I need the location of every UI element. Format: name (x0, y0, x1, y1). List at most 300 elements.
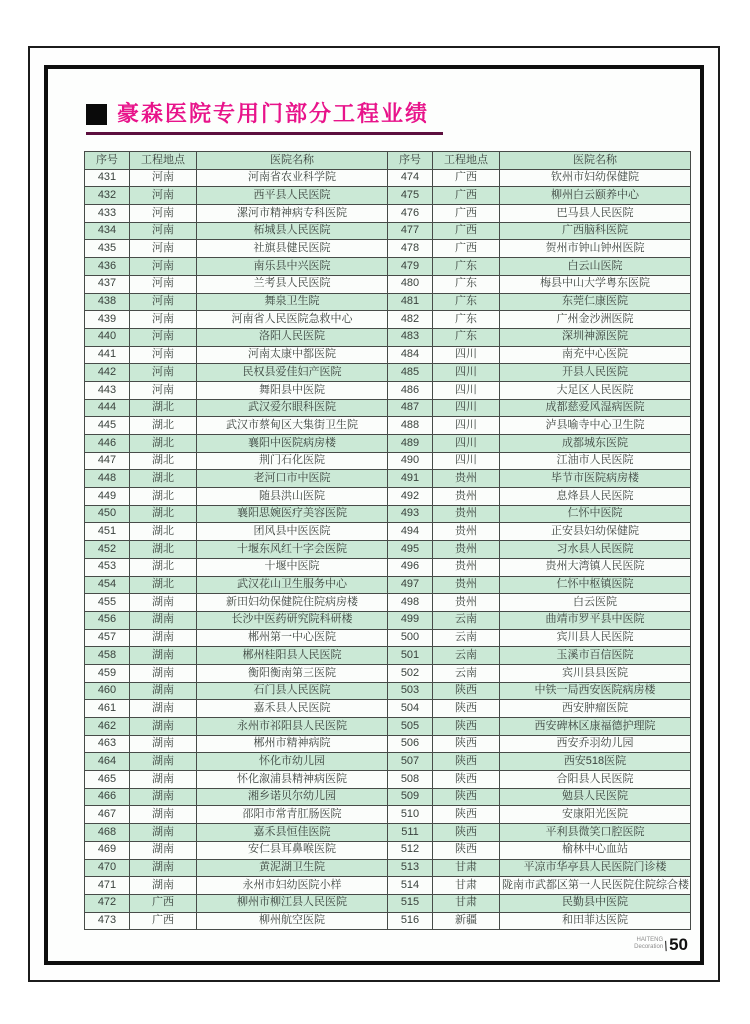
location-cell: 广西 (130, 912, 197, 930)
serial-cell: 490 (388, 452, 433, 470)
hospital-name-cell: 洛阳人民医院 (197, 328, 388, 346)
location-cell: 河南 (130, 381, 197, 399)
serial-cell: 433 (85, 205, 130, 223)
serial-cell: 479 (388, 258, 433, 276)
column-header: 医院名称 (197, 152, 388, 170)
hospital-name-cell: 郴州第一中心医院 (197, 629, 388, 647)
hospital-name-cell: 勉县人民医院 (500, 788, 691, 806)
serial-cell: 513 (388, 859, 433, 877)
hospital-name-cell: 毕节市医院病房楼 (500, 470, 691, 488)
location-cell: 湖南 (130, 718, 197, 736)
serial-cell: 498 (388, 594, 433, 612)
table-row (85, 452, 691, 470)
serial-cell: 496 (388, 558, 433, 576)
hospital-name-cell: 荆门石化医院 (197, 452, 388, 470)
table-row (85, 293, 691, 311)
footer-brand-line1: HAITENG (636, 936, 664, 943)
serial-cell: 473 (85, 912, 130, 930)
location-cell: 甘肃 (433, 894, 500, 912)
location-cell: 湖南 (130, 682, 197, 700)
hospital-name-cell: 舞泉卫生院 (197, 293, 388, 311)
hospital-name-cell: 柳州航空医院 (197, 912, 388, 930)
hospital-name-cell: 榆林中心血站 (500, 841, 691, 859)
hospital-name-cell: 仁怀中枢镇医院 (500, 576, 691, 594)
hospital-name-cell: 民权县爱佳妇产医院 (197, 364, 388, 382)
serial-cell: 451 (85, 523, 130, 541)
serial-cell: 503 (388, 682, 433, 700)
hospital-name-cell: 漯河市精神病专科医院 (197, 205, 388, 223)
location-cell: 贵州 (433, 488, 500, 506)
hospital-name-cell: 南乐县中兴医院 (197, 258, 388, 276)
table-row (85, 381, 691, 399)
location-cell: 湖南 (130, 611, 197, 629)
hospital-name-cell: 武汉爱尔眼科医院 (197, 399, 388, 417)
location-cell: 湖北 (130, 417, 197, 435)
hospital-name-cell: 贵州大湾镇人民医院 (500, 558, 691, 576)
location-cell: 广西 (433, 169, 500, 187)
serial-cell: 476 (388, 205, 433, 223)
location-cell: 河南 (130, 222, 197, 240)
location-cell: 湖南 (130, 700, 197, 718)
location-cell: 湖南 (130, 647, 197, 665)
location-cell: 广西 (433, 222, 500, 240)
hospital-name-cell: 西平县人民医院 (197, 187, 388, 205)
serial-cell: 444 (85, 399, 130, 417)
hospital-name-cell: 随县洪山医院 (197, 488, 388, 506)
hospital-name-cell: 安仁县耳鼻喉医院 (197, 841, 388, 859)
serial-cell: 443 (85, 381, 130, 399)
page-footer (634, 936, 688, 953)
location-cell: 陕西 (433, 771, 500, 789)
serial-cell: 435 (85, 240, 130, 258)
page-title: 豪森医院专用门部分工程业绩 (117, 101, 430, 126)
page-outer-border (28, 46, 720, 982)
serial-cell: 475 (388, 187, 433, 205)
serial-cell: 437 (85, 275, 130, 293)
hospital-name-cell: 新田妇幼保健院住院病房楼 (197, 594, 388, 612)
location-cell: 河南 (130, 328, 197, 346)
serial-cell: 461 (85, 700, 130, 718)
serial-cell: 485 (388, 364, 433, 382)
serial-cell: 446 (85, 435, 130, 453)
serial-cell: 464 (85, 753, 130, 771)
serial-cell: 439 (85, 311, 130, 329)
table-row (85, 505, 691, 523)
location-cell: 湖南 (130, 664, 197, 682)
location-cell: 湖南 (130, 771, 197, 789)
hospital-name-cell: 白云山医院 (500, 258, 691, 276)
location-cell: 云南 (433, 629, 500, 647)
location-cell: 河南 (130, 293, 197, 311)
location-cell: 湖南 (130, 806, 197, 824)
serial-cell: 469 (85, 841, 130, 859)
hospital-name-cell: 永州市妇幼医院小样 (197, 877, 388, 895)
location-cell: 陕西 (433, 841, 500, 859)
location-cell: 湖北 (130, 523, 197, 541)
hospital-name-cell: 成都城东医院 (500, 435, 691, 453)
location-cell: 河南 (130, 311, 197, 329)
table-row (85, 682, 691, 700)
hospital-name-cell: 开县人民医院 (500, 364, 691, 382)
hospital-name-cell: 东莞仁康医院 (500, 293, 691, 311)
table-row (85, 841, 691, 859)
column-header: 工程地点 (433, 152, 500, 170)
location-cell: 湖南 (130, 859, 197, 877)
location-cell: 湖南 (130, 824, 197, 842)
serial-cell: 449 (85, 488, 130, 506)
location-cell: 四川 (433, 364, 500, 382)
hospital-name-cell: 安康阳光医院 (500, 806, 691, 824)
serial-cell: 442 (85, 364, 130, 382)
hospital-name-cell: 嘉禾县人民医院 (197, 700, 388, 718)
hospital-name-cell: 南充中心医院 (500, 346, 691, 364)
table-row (85, 240, 691, 258)
hospital-name-cell: 正安县妇幼保健院 (500, 523, 691, 541)
serial-cell: 458 (85, 647, 130, 665)
location-cell: 广西 (433, 187, 500, 205)
serial-cell: 507 (388, 753, 433, 771)
table-row (85, 346, 691, 364)
serial-cell: 440 (85, 328, 130, 346)
location-cell: 陕西 (433, 700, 500, 718)
serial-cell: 432 (85, 187, 130, 205)
location-cell: 湖南 (130, 594, 197, 612)
footer-brand (634, 937, 663, 953)
hospital-name-cell: 黄泥湖卫生院 (197, 859, 388, 877)
hospital-name-cell: 郴州市精神病院 (197, 735, 388, 753)
serial-cell: 431 (85, 169, 130, 187)
table-row (85, 859, 691, 877)
table-row (85, 664, 691, 682)
table-row (85, 558, 691, 576)
location-cell: 河南 (130, 187, 197, 205)
location-cell: 湖北 (130, 488, 197, 506)
location-cell: 湖南 (130, 735, 197, 753)
location-cell: 云南 (433, 611, 500, 629)
serial-cell: 455 (85, 594, 130, 612)
serial-cell: 468 (85, 824, 130, 842)
hospital-name-cell: 西安碑林区康福德护理院 (500, 718, 691, 736)
hospital-name-cell: 息烽县人民医院 (500, 488, 691, 506)
page-number: 50 (669, 935, 688, 954)
hospital-name-cell: 宾川县人民医院 (500, 629, 691, 647)
hospital-name-cell: 衡阳衡南第三医院 (197, 664, 388, 682)
serial-cell: 514 (388, 877, 433, 895)
footer-brand-line2: Decoration (634, 943, 664, 950)
location-cell: 广东 (433, 311, 500, 329)
serial-cell: 506 (388, 735, 433, 753)
title-block (86, 103, 443, 135)
location-cell: 甘肃 (433, 859, 500, 877)
serial-cell: 456 (85, 611, 130, 629)
location-cell: 陕西 (433, 824, 500, 842)
footer-slash-decoration: \ (662, 938, 670, 954)
table-row (85, 788, 691, 806)
location-cell: 湖南 (130, 753, 197, 771)
hospital-name-cell: 邵阳市常青肛肠医院 (197, 806, 388, 824)
location-cell: 河南 (130, 169, 197, 187)
hospital-name-cell: 习水县人民医院 (500, 541, 691, 559)
hospital-name-cell: 中铁一局西安医院病房楼 (500, 682, 691, 700)
table-row (85, 222, 691, 240)
location-cell: 贵州 (433, 594, 500, 612)
serial-cell: 448 (85, 470, 130, 488)
hospital-name-cell: 陇南市武都区第一人民医院住院综合楼 (500, 877, 691, 895)
hospital-name-cell: 石门县人民医院 (197, 682, 388, 700)
hospital-name-cell: 宾川县县医院 (500, 664, 691, 682)
hospital-name-cell: 舞阳县中医院 (197, 381, 388, 399)
column-header: 序号 (388, 152, 433, 170)
serial-cell: 497 (388, 576, 433, 594)
table-row (85, 205, 691, 223)
location-cell: 贵州 (433, 541, 500, 559)
hospital-name-cell: 深圳神源医院 (500, 328, 691, 346)
serial-cell: 483 (388, 328, 433, 346)
hospital-name-cell: 嘉禾县恒佳医院 (197, 824, 388, 842)
serial-cell: 500 (388, 629, 433, 647)
location-cell: 湖北 (130, 435, 197, 453)
location-cell: 四川 (433, 417, 500, 435)
location-cell: 陕西 (433, 753, 500, 771)
location-cell: 陕西 (433, 788, 500, 806)
serial-cell: 465 (85, 771, 130, 789)
hospital-name-cell: 广西脑科医院 (500, 222, 691, 240)
table-row (85, 364, 691, 382)
serial-cell: 478 (388, 240, 433, 258)
table-row (85, 258, 691, 276)
location-cell: 湖南 (130, 877, 197, 895)
serial-cell: 511 (388, 824, 433, 842)
serial-cell: 491 (388, 470, 433, 488)
location-cell: 河南 (130, 240, 197, 258)
table-row (85, 594, 691, 612)
hospital-name-cell: 大足区人民医院 (500, 381, 691, 399)
serial-cell: 482 (388, 311, 433, 329)
serial-cell: 460 (85, 682, 130, 700)
hospital-name-cell: 曲靖市罗平县中医院 (500, 611, 691, 629)
hospital-name-cell: 柳州市柳江县人民医院 (197, 894, 388, 912)
hospital-name-cell: 襄阳思婉医疗美容医院 (197, 505, 388, 523)
location-cell: 贵州 (433, 576, 500, 594)
table-row (85, 399, 691, 417)
table-row (85, 576, 691, 594)
location-cell: 湖南 (130, 788, 197, 806)
serial-cell: 457 (85, 629, 130, 647)
projects-table-body (85, 169, 691, 930)
hospital-name-cell: 梅县中山大学粤东医院 (500, 275, 691, 293)
hospital-name-cell: 和田菲达医院 (500, 912, 691, 930)
hospital-name-cell: 河南省人民医院急救中心 (197, 311, 388, 329)
location-cell: 湖北 (130, 399, 197, 417)
serial-cell: 487 (388, 399, 433, 417)
serial-cell: 512 (388, 841, 433, 859)
hospital-name-cell: 社旗县健民医院 (197, 240, 388, 258)
location-cell: 四川 (433, 346, 500, 364)
table-row (85, 523, 691, 541)
location-cell: 贵州 (433, 523, 500, 541)
hospital-name-cell: 西安518医院 (500, 753, 691, 771)
serial-cell: 508 (388, 771, 433, 789)
projects-table (84, 151, 691, 930)
location-cell: 湖北 (130, 505, 197, 523)
page-inner-border (44, 65, 704, 965)
serial-cell: 484 (388, 346, 433, 364)
hospital-name-cell: 巴马县人民医院 (500, 205, 691, 223)
serial-cell: 474 (388, 169, 433, 187)
location-cell: 陕西 (433, 718, 500, 736)
hospital-name-cell: 十堰中医院 (197, 558, 388, 576)
table-row (85, 541, 691, 559)
section-marker-square-icon (86, 104, 107, 125)
location-cell: 新疆 (433, 912, 500, 930)
table-row (85, 629, 691, 647)
location-cell: 云南 (433, 664, 500, 682)
table-row (85, 718, 691, 736)
location-cell: 广西 (130, 894, 197, 912)
hospital-name-cell: 团风县中医医院 (197, 523, 388, 541)
hospital-name-cell: 怀化市幼儿园 (197, 753, 388, 771)
serial-cell: 488 (388, 417, 433, 435)
location-cell: 广西 (433, 205, 500, 223)
serial-cell: 441 (85, 346, 130, 364)
serial-cell: 459 (85, 664, 130, 682)
serial-cell: 504 (388, 700, 433, 718)
hospital-name-cell: 十堰东风红十字会医院 (197, 541, 388, 559)
location-cell: 湖北 (130, 576, 197, 594)
serial-cell: 489 (388, 435, 433, 453)
hospital-name-cell: 钦州市妇幼保健院 (500, 169, 691, 187)
hospital-name-cell: 兰考县人民医院 (197, 275, 388, 293)
location-cell: 四川 (433, 399, 500, 417)
table-row (85, 187, 691, 205)
location-cell: 广东 (433, 328, 500, 346)
serial-cell: 509 (388, 788, 433, 806)
table-row (85, 647, 691, 665)
table-row (85, 771, 691, 789)
location-cell: 甘肃 (433, 877, 500, 895)
projects-table-header-row (85, 152, 691, 170)
hospital-name-cell: 永州市祁阳县人民医院 (197, 718, 388, 736)
serial-cell: 505 (388, 718, 433, 736)
serial-cell: 463 (85, 735, 130, 753)
location-cell: 四川 (433, 435, 500, 453)
serial-cell: 471 (85, 877, 130, 895)
serial-cell: 481 (388, 293, 433, 311)
location-cell: 广东 (433, 275, 500, 293)
location-cell: 贵州 (433, 470, 500, 488)
location-cell: 四川 (433, 452, 500, 470)
table-row (85, 169, 691, 187)
hospital-name-cell: 平凉市华亭县人民医院门诊楼 (500, 859, 691, 877)
table-row (85, 488, 691, 506)
location-cell: 湖南 (130, 841, 197, 859)
location-cell: 贵州 (433, 505, 500, 523)
serial-cell: 472 (85, 894, 130, 912)
hospital-name-cell: 怀化溆浦县精神病医院 (197, 771, 388, 789)
serial-cell: 466 (85, 788, 130, 806)
hospital-name-cell: 湘乡诺贝尔幼儿园 (197, 788, 388, 806)
hospital-name-cell: 长沙中医药研究院科研楼 (197, 611, 388, 629)
serial-cell: 477 (388, 222, 433, 240)
serial-cell: 510 (388, 806, 433, 824)
location-cell: 湖南 (130, 629, 197, 647)
table-row (85, 311, 691, 329)
location-cell: 湖北 (130, 558, 197, 576)
location-cell: 河南 (130, 205, 197, 223)
serial-cell: 447 (85, 452, 130, 470)
column-header: 序号 (85, 152, 130, 170)
serial-cell: 436 (85, 258, 130, 276)
hospital-name-cell: 合阳县人民医院 (500, 771, 691, 789)
location-cell: 四川 (433, 381, 500, 399)
location-cell: 陕西 (433, 735, 500, 753)
location-cell: 河南 (130, 275, 197, 293)
table-row (85, 275, 691, 293)
serial-cell: 445 (85, 417, 130, 435)
hospital-name-cell: 老河口市中医院 (197, 470, 388, 488)
hospital-name-cell: 武汉市蔡甸区大集街卫生院 (197, 417, 388, 435)
hospital-name-cell: 玉溪市百信医院 (500, 647, 691, 665)
serial-cell: 501 (388, 647, 433, 665)
location-cell: 湖北 (130, 452, 197, 470)
serial-cell: 453 (85, 558, 130, 576)
table-row (85, 806, 691, 824)
table-row (85, 912, 691, 930)
hospital-name-cell: 柘城县人民医院 (197, 222, 388, 240)
location-cell: 云南 (433, 647, 500, 665)
serial-cell: 452 (85, 541, 130, 559)
serial-cell: 454 (85, 576, 130, 594)
hospital-name-cell: 郴州桂阳县人民医院 (197, 647, 388, 665)
hospital-name-cell: 仁怀中医院 (500, 505, 691, 523)
location-cell: 广西 (433, 240, 500, 258)
serial-cell: 470 (85, 859, 130, 877)
serial-cell: 516 (388, 912, 433, 930)
serial-cell: 492 (388, 488, 433, 506)
location-cell: 陕西 (433, 806, 500, 824)
hospital-name-cell: 贺州市钟山钟州医院 (500, 240, 691, 258)
column-header: 工程地点 (130, 152, 197, 170)
hospital-name-cell: 襄阳中医院病房楼 (197, 435, 388, 453)
serial-cell: 494 (388, 523, 433, 541)
table-row (85, 611, 691, 629)
serial-cell: 495 (388, 541, 433, 559)
hospital-name-cell: 成都慈爱风湿病医院 (500, 399, 691, 417)
location-cell: 河南 (130, 346, 197, 364)
table-row (85, 435, 691, 453)
serial-cell: 499 (388, 611, 433, 629)
hospital-name-cell: 平利县微笑口腔医院 (500, 824, 691, 842)
hospital-name-cell: 民勤县中医院 (500, 894, 691, 912)
hospital-name-cell: 河南太康中都医院 (197, 346, 388, 364)
hospital-name-cell: 西安乔羽幼儿园 (500, 735, 691, 753)
hospital-name-cell: 西安肿瘤医院 (500, 700, 691, 718)
table-row (85, 753, 691, 771)
location-cell: 河南 (130, 258, 197, 276)
serial-cell: 462 (85, 718, 130, 736)
table-row (85, 417, 691, 435)
table-row (85, 877, 691, 895)
hospital-name-cell: 柳州白云颐养中心 (500, 187, 691, 205)
location-cell: 湖北 (130, 541, 197, 559)
table-row (85, 894, 691, 912)
hospital-name-cell: 泸县喻寺中心卫生院 (500, 417, 691, 435)
serial-cell: 467 (85, 806, 130, 824)
hospital-name-cell: 武汉花山卫生服务中心 (197, 576, 388, 594)
location-cell: 河南 (130, 364, 197, 382)
location-cell: 广东 (433, 293, 500, 311)
location-cell: 广东 (433, 258, 500, 276)
